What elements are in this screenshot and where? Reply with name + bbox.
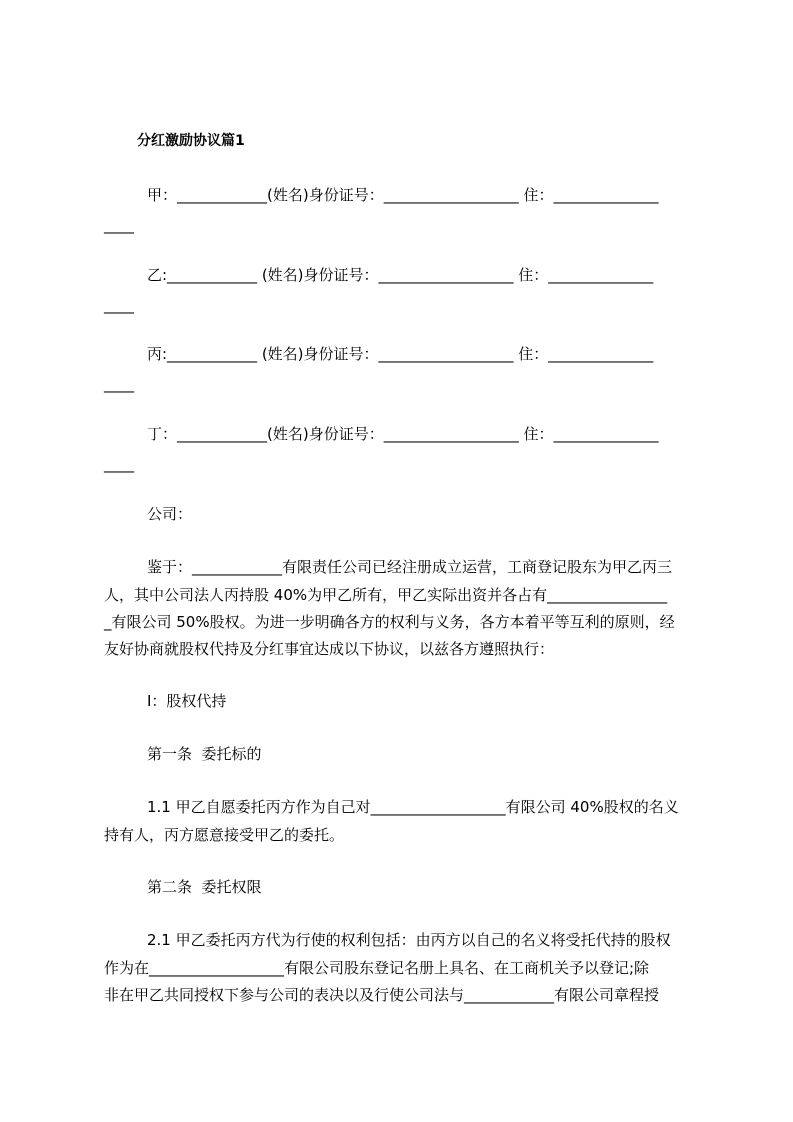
company-label: 公司： bbox=[147, 505, 193, 523]
party-bing-line-continued: ____ bbox=[104, 375, 134, 393]
party-yi-line-continued: ____ bbox=[104, 296, 134, 314]
article-2-1-line-3: 非在甲乙共同授权下参与公司的表决以及行使公司法与____________有限公司章程授 bbox=[104, 986, 660, 1004]
recital-line-4: 友好协商就股权代持及分红事宜达成以下协议，以兹各方遵照执行： bbox=[104, 640, 555, 658]
section-heading: Ⅰ：股权代持 bbox=[147, 692, 227, 710]
party-ding-line: 丁：____________(姓名)身份证号：__________________ 住：______________ bbox=[147, 425, 659, 443]
article-2-heading: 第二条 委托权限 bbox=[147, 878, 262, 896]
party-jia-line: 甲：____________(姓名)身份证号：__________________ 住：______________ bbox=[147, 186, 659, 204]
party-yi-line: 乙:____________ (姓名)身份证号：__________________ 住：______________ bbox=[147, 266, 654, 284]
article-1-1-line-1: 1.1 甲乙自愿委托丙方作为自己对__________________有限公司 40%股权的名义 bbox=[147, 798, 679, 816]
party-jia-line-continued: ____ bbox=[104, 216, 134, 234]
article-1-heading: 第一条 委托标的 bbox=[147, 745, 262, 763]
recital-line-1: 鉴于：____________有限责任公司已经注册成立运营，工商登记股东为甲乙丙三 bbox=[147, 558, 673, 576]
recital-line-2: 人，其中公司法人丙持股 40%为甲乙所有，甲乙实际出资并各占有________________ bbox=[104, 586, 668, 604]
article-2-1-line-1: 2.1 甲乙委托丙方代为行使的权利包括：由丙方以自己的名义将受托代持的股权 bbox=[147, 931, 671, 949]
article-1-1-line-2: 持有人，丙方愿意接受甲乙的委托。 bbox=[104, 826, 345, 844]
document-title: 分红激励协议篇1 bbox=[137, 133, 245, 149]
article-2-1-line-2: 作为在__________________有限公司股东登记名册上具名、在工商机关予以登记;除 bbox=[104, 959, 650, 977]
recital-line-3: _有限公司 50%股权。为进一步明确各方的权利与义务，各方本着平等互利的原则，经 bbox=[104, 613, 675, 631]
party-bing-line: 丙:____________ (姓名)身份证号：__________________ 住：______________ bbox=[147, 345, 654, 363]
party-ding-line-continued: ____ bbox=[104, 455, 134, 473]
